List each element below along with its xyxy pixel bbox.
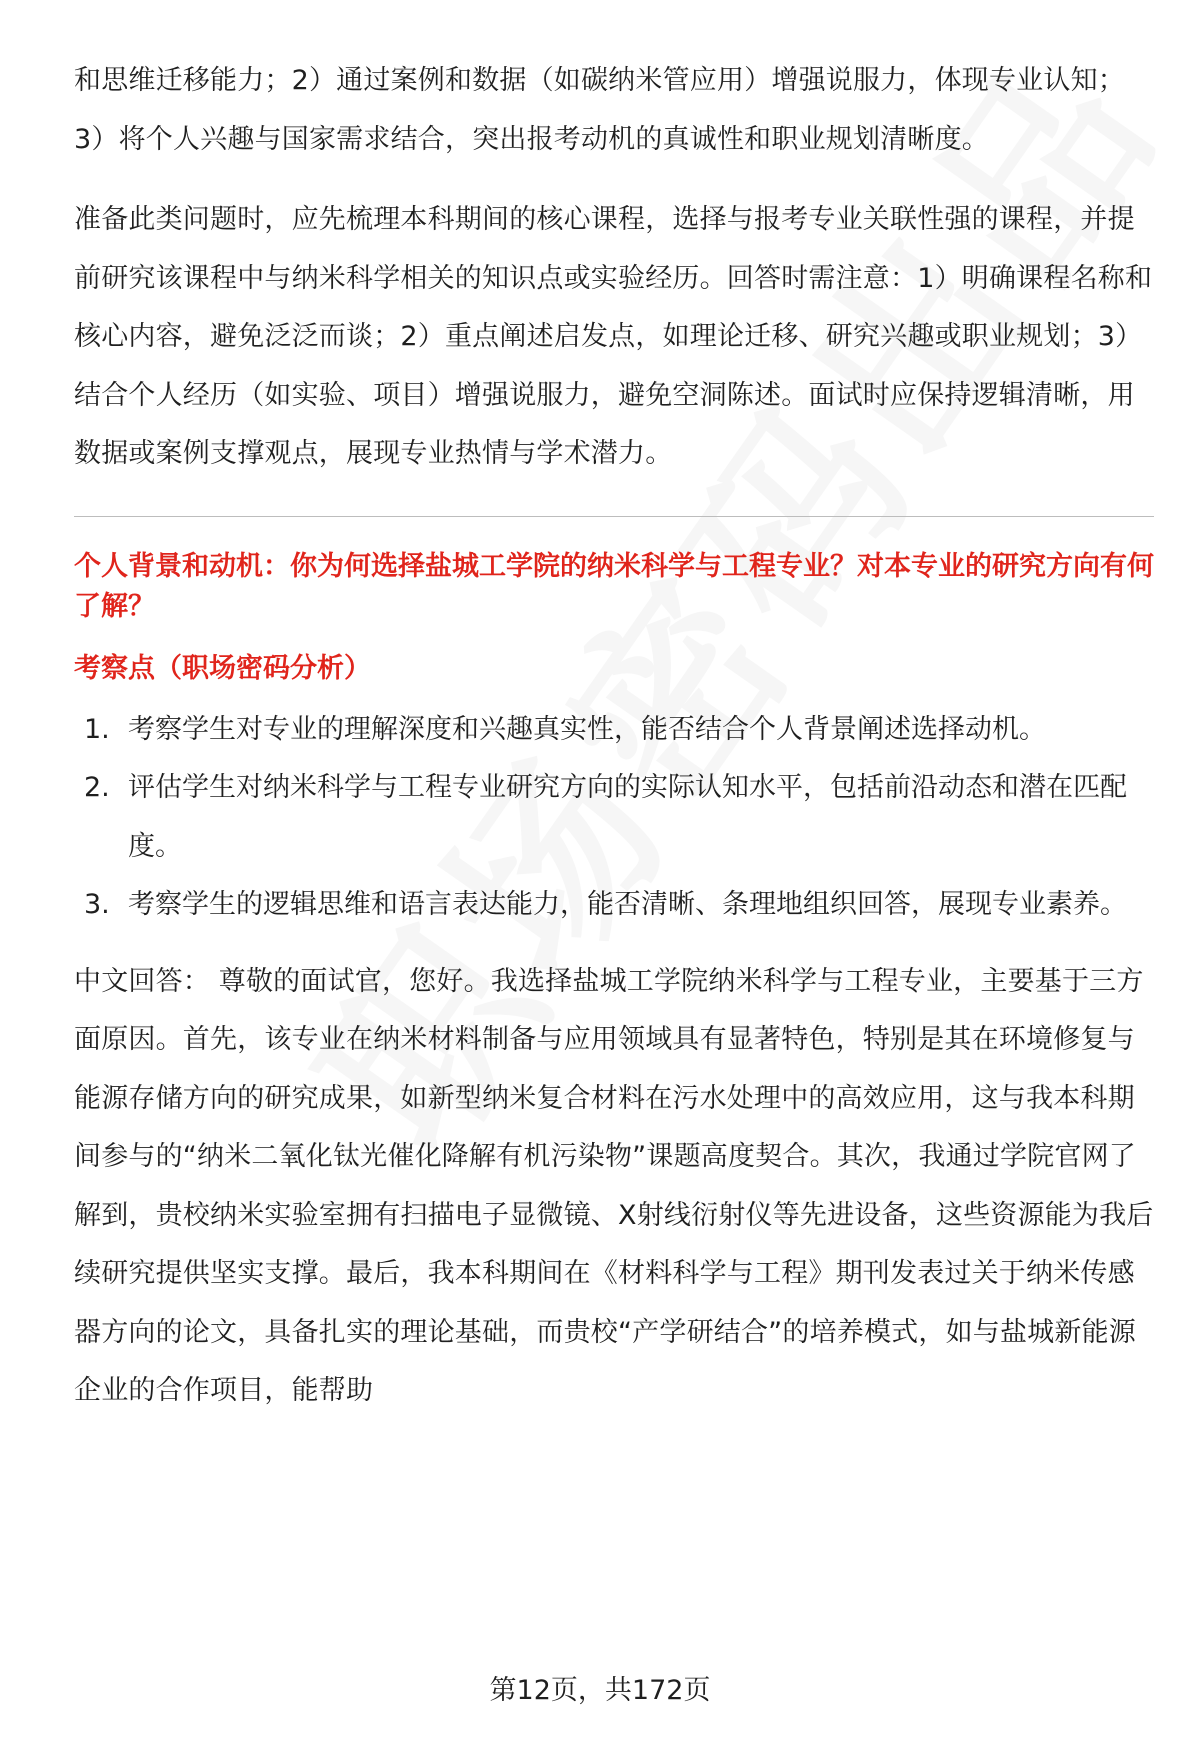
list-item-text: 评估学生对纳米科学与工程专业研究方向的实际认知水平，包括前沿动态和潜在匹配度。: [128, 772, 1127, 862]
list-item-number: 3.: [84, 889, 110, 920]
list-item: [74, 701, 1154, 760]
question-title: 个人背景和动机：你为何选择盐城工学院的纳米科学与工程专业？对本专业的研究方向有何了解？: [74, 550, 1154, 622]
list-item: [74, 759, 1154, 876]
list-item-text: 考察学生对专业的理解深度和兴趣真实性，能否结合个人背景阐述选择动机。: [128, 713, 1046, 745]
document-page: [74, 52, 1154, 1421]
answer-paragraph: 中文回答： 尊敬的面试官，您好。我选择盐城工学院纳米科学与工程专业，主要基于三方面原因。首先，该专业在纳米材料制备与应用领域具有显著特色，特别是其在环境修复与能源存储方向的研究成果，如新型纳米复合材料在污水处理中的高效应用，这与我本科期间参与的“纳米二氧化钛光催化降解有机污染物”课题高度契合。其次，我通过学院官网了解到，贵校纳米实验室拥有扫描电子显微镜、X射线衍射仪等先进设备，这些资源能为我后续研究提供坚实支撑。最后，我本科期间在《材料科学与工程》期刊发表过关于纳米传感器方向的论文，具备扎实的理论基础，而贵校“产学研结合”的培养模式，如与盐城新能源企业的合作项目，能帮助: [74, 965, 1154, 1406]
paragraph-continuation: 和思维迁移能力；2）通过案例和数据（如碳纳米管应用）增强说服力，体现专业认知；3）将个人兴趣与国家需求结合，突出报考动机的真诚性和职业规划清晰度。: [74, 65, 1125, 155]
section-divider: [74, 516, 1154, 517]
list-item-number: 1.: [84, 713, 110, 745]
list-item-text: 考察学生的逻辑思维和语言表达能力，能否清晰、条理地组织回答，展现专业素养。: [128, 889, 1127, 920]
page-number: 第12页，共172页: [489, 1675, 711, 1706]
paragraph-preparation-advice: 准备此类问题时，应先梳理本科期间的核心课程，选择与报考专业关联性强的课程，并提前研究该课程中与纳米科学相关的知识点或实验经历。回答时需注意：1）明确课程名称和核心内容，避免泛泛而谈；2）重点阐述启发点，如理论迁移、研究兴趣或职业规划；3）结合个人经历（如实验、项目）增强说服力，避免空洞陈述。面试时应保持逻辑清晰，用数据或案例支撑观点，展现专业热情与学术潜力。: [74, 204, 1153, 469]
list-item-number: 2.: [84, 772, 110, 803]
section-heading: 考察点（职场密码分析）: [74, 652, 371, 684]
list-item: [74, 876, 1154, 935]
assessment-points-list: [74, 701, 1154, 935]
